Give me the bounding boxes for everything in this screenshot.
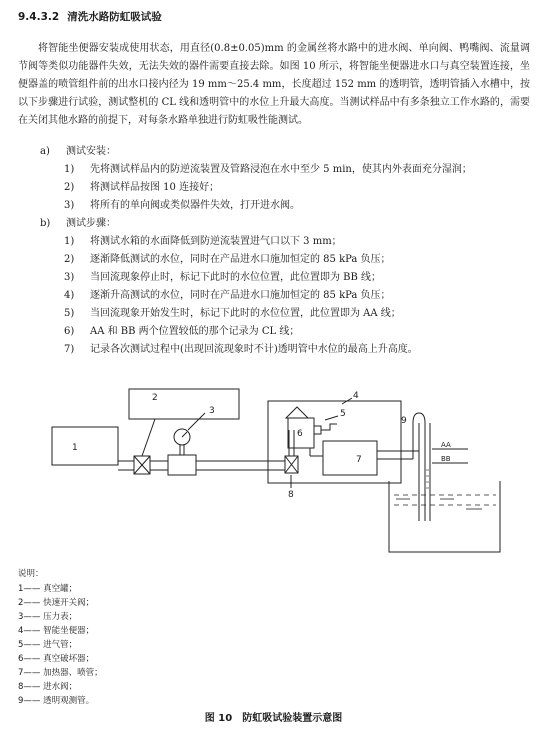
legend-title: 说明： <box>18 569 44 579</box>
step-text: 逐渐升高测试的水位，同时在产品进水口施加恒定的 85 kPa 负压； <box>90 290 391 301</box>
step-number: 6) <box>64 326 75 337</box>
step-number: 3) <box>64 200 75 211</box>
label-7: 7 <box>356 455 362 465</box>
label-8: 8 <box>288 490 294 500</box>
procedure-title: 测试步骤： <box>66 218 116 229</box>
step-number: 7) <box>64 344 75 355</box>
step-text: AA 和 BB 两个位置较低的那个记录为 CL 线； <box>90 326 300 337</box>
gauge-needle <box>182 432 187 437</box>
legend-item: 4—— 智能坐便器； <box>18 626 95 636</box>
label-aa: AA <box>441 441 451 449</box>
section-number: 9.4.3.2 <box>18 11 60 23</box>
vacuum-tank <box>52 427 118 465</box>
label-4: 4 <box>353 391 359 401</box>
step-text: 将测试样品按图 10 连接好； <box>90 182 220 193</box>
section-title: 清洗水路防虹吸试验 <box>67 11 162 23</box>
legend-item: 2—— 快速开关阀； <box>18 598 95 608</box>
leader-line <box>142 419 155 456</box>
step-number: 5) <box>64 308 75 319</box>
label-6: 6 <box>297 429 303 439</box>
label-bb: BB <box>441 455 451 463</box>
install-title: 测试安装： <box>66 146 116 157</box>
label-2: 2 <box>152 393 158 403</box>
legend-item: 5—— 进气管； <box>18 640 78 650</box>
step-text: 当回流现象开始发生时，标记下此时的水位位置，此位置即为 AA 线； <box>90 308 401 319</box>
figure-number: 图 10 <box>204 713 233 724</box>
gauge-block <box>168 455 196 475</box>
legend-item: 8—— 进水阀； <box>18 682 78 692</box>
water-tank <box>389 481 500 552</box>
step-number: 1) <box>64 164 75 175</box>
step-text: 当回流现象停止时，标记下此时的水位位置，此位置即为 BB 线； <box>90 272 382 283</box>
legend-item: 6—— 真空破坏器； <box>18 654 95 664</box>
install-label: a) <box>40 146 50 157</box>
step-text: 将测试水箱的水面降低到防逆流装置进气口以下 3 mm； <box>90 236 342 247</box>
legend-item: 1—— 真空罐； <box>18 584 78 594</box>
leader-line <box>188 413 205 430</box>
label-1: 1 <box>72 443 78 453</box>
step-text: 先将测试样品内的防逆流装置及管路浸泡在水中至少 5 min，使其内外表面充分湿润； <box>90 164 472 175</box>
step-number: 3) <box>64 272 75 283</box>
label-9: 9 <box>401 416 407 426</box>
label-5: 5 <box>340 409 346 419</box>
label-box-2 <box>129 389 239 419</box>
legend-item: 3—— 压力表； <box>18 612 78 622</box>
step-text: 记录各次测试过程中(出现回流现象时不计)透明管中水位的最高上升高度。 <box>90 344 418 355</box>
intro-paragraph: 将智能坐便器安装成使用状态，用直径(0.8±0.05)mm 的金属丝将水路中的进水阀、单向阀、鸭嘴阀、流量调节阀等类似功能器件失效，无法失效的器件需要直接去除。如图 10 所示，将智能坐便器进水口与真空装置连接，坐便器盖的喷管组件前的出水口接内径为 19 mm～25.4 mm，长度超过 152 mm 的透明管，透明管插入水槽中，按以下步骤进行试验，测试整机的 CL 线和透明管中的水位上升最大高度。当测试样品中有多条独立工作水路的，需要在关闭其他水路的前提下，对每条水路单独进行防虹吸性能测试。 <box>18 43 530 126</box>
step-number: 4) <box>64 290 75 301</box>
procedure-label: b) <box>40 218 51 229</box>
step-number: 1) <box>64 236 75 247</box>
heater-nozzle <box>323 441 377 475</box>
legend-item: 7—— 加热器、喷管； <box>18 668 103 678</box>
vacuum-breaker-port <box>314 426 321 434</box>
figure-caption <box>0 709 547 724</box>
step-text: 逐渐降低测试的水位，同时在产品进水口施加恒定的 85 kPa 负压； <box>90 254 391 265</box>
vacuum-breaker-cap <box>286 407 308 418</box>
step-number: 2) <box>64 254 75 265</box>
legend-item: 9—— 透明观测管。 <box>18 696 95 706</box>
step-number: 2) <box>64 182 75 193</box>
step-text: 将所有的单向阀或类似器件失效，打开进水阀。 <box>90 200 300 211</box>
leader-line <box>325 416 338 420</box>
figure-title: 防虹吸试验装置示意图 <box>242 713 343 724</box>
air-inlet-pipe <box>321 424 337 430</box>
label-3: 3 <box>209 406 215 416</box>
